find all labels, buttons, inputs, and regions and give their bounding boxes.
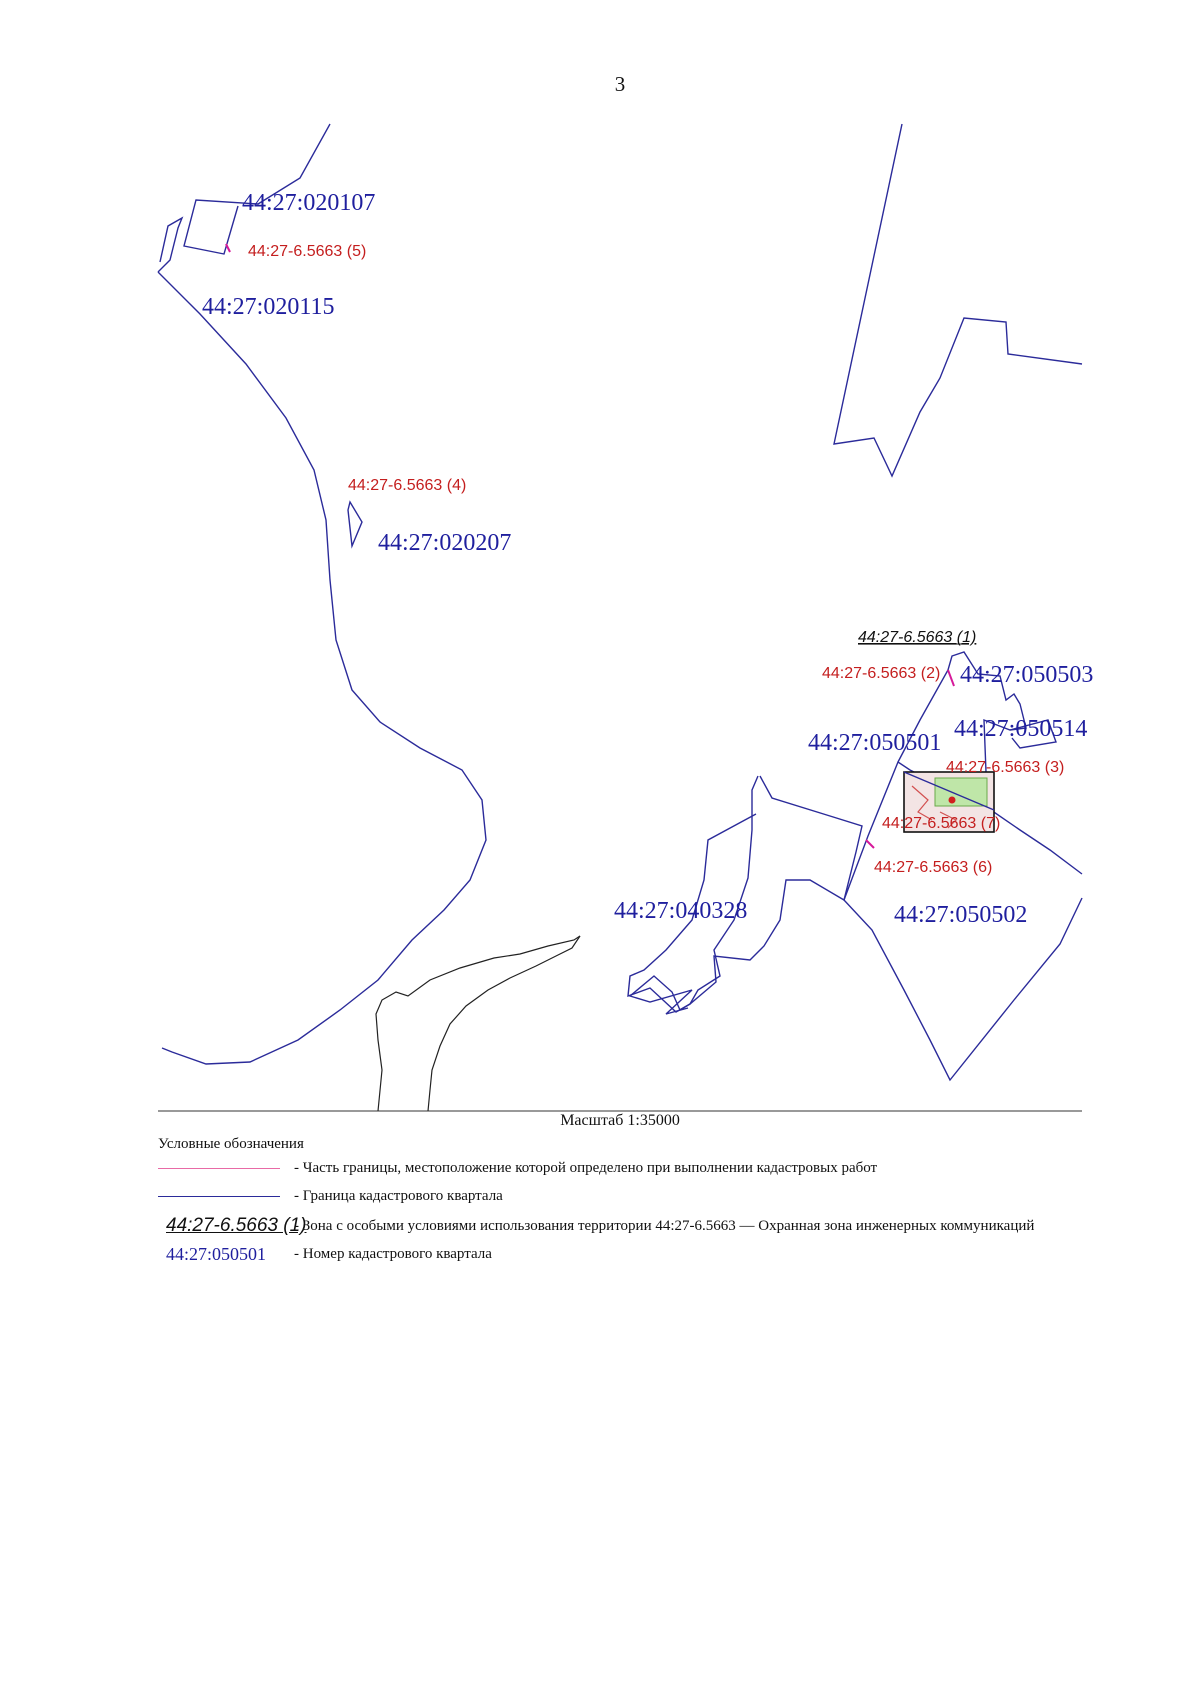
legend-item-zone	[158, 1214, 1034, 1238]
quarter-label-050514: 44:27:050514	[954, 716, 1088, 742]
legend-title: Условные обозначения	[158, 1136, 304, 1152]
legend-text-quarter-boundary: - Граница кадастрового квартала	[294, 1187, 503, 1204]
quarter-boundary-020207-fragment	[348, 502, 362, 546]
quarter-boundary-040328	[630, 776, 758, 1014]
part-boundary-6	[866, 840, 874, 848]
legend-text-part-boundary: - Часть границы, местоположение которой определено при выполнении кадастровых работ	[294, 1159, 878, 1176]
quarter-boundary-020107	[184, 124, 330, 254]
quarter-label-050503: 44:27:050503	[960, 662, 1094, 688]
parcel-point	[949, 797, 956, 804]
zone-label-6: 44:27-6.5663 (6)	[874, 859, 993, 876]
quarter-label-050501: 44:27:050501	[808, 730, 942, 756]
river-bank-west	[376, 936, 580, 1111]
quarter-boundary-west	[158, 272, 486, 1064]
river-bank-east	[428, 936, 580, 1111]
quarter-label-050502: 44:27:050502	[894, 902, 1028, 928]
zone-sample-text: 44:27-6.5663 (1)	[166, 1215, 307, 1236]
parcel-green-area	[935, 778, 987, 806]
quarter-number-sample-text: 44:27:050501	[166, 1243, 267, 1264]
quarter-boundary-020115	[158, 218, 182, 272]
quarter-boundary-040328-outline	[628, 776, 862, 1012]
zone-label-3: 44:27-6.5663 (3)	[946, 759, 1065, 776]
zone-label-1: 44:27-6.5663 (1)	[858, 629, 977, 646]
quarter-boundary-northeast	[834, 124, 1082, 476]
zone-label-5: 44:27-6.5663 (5)	[248, 243, 367, 260]
zone-label-7: 44:27-6.5663 (7)	[882, 815, 1001, 832]
quarter-label-040328: 44:27:040328	[614, 898, 748, 924]
pink-line-swatch	[158, 1168, 280, 1169]
legend-item-part-boundary	[158, 1156, 877, 1180]
legend-sample-pink-line	[158, 1156, 286, 1180]
legend-text-quarter-number: - Номер кадастрового квартала	[294, 1245, 492, 1262]
part-boundary-2	[948, 670, 954, 686]
legend-item-quarter-number	[158, 1242, 492, 1266]
legend-item-quarter-boundary	[158, 1184, 503, 1208]
page-number: 3	[614, 72, 626, 96]
quarter-label-020207: 44:27:020207	[378, 530, 512, 556]
legend-sample-quarter-number	[158, 1242, 286, 1266]
blue-line-swatch	[158, 1196, 280, 1197]
part-boundary-5	[226, 244, 230, 252]
quarter-label-020107: 44:27:020107	[242, 190, 376, 216]
quarter-label-020115: 44:27:020115	[202, 294, 335, 320]
legend-text-zone: - Зона с особыми условиями использования территории 44:27-6.5663 — Охранная зона инженерных коммуникаций	[294, 1217, 1035, 1234]
legend-sample-blue-line	[158, 1184, 286, 1208]
zone-label-4: 44:27-6.5663 (4)	[348, 477, 467, 494]
scale-label: Масштаб 1:35000	[560, 1112, 680, 1129]
zone-label-2: 44:27-6.5663 (2)	[822, 665, 941, 682]
legend-sample-zone	[158, 1214, 307, 1238]
